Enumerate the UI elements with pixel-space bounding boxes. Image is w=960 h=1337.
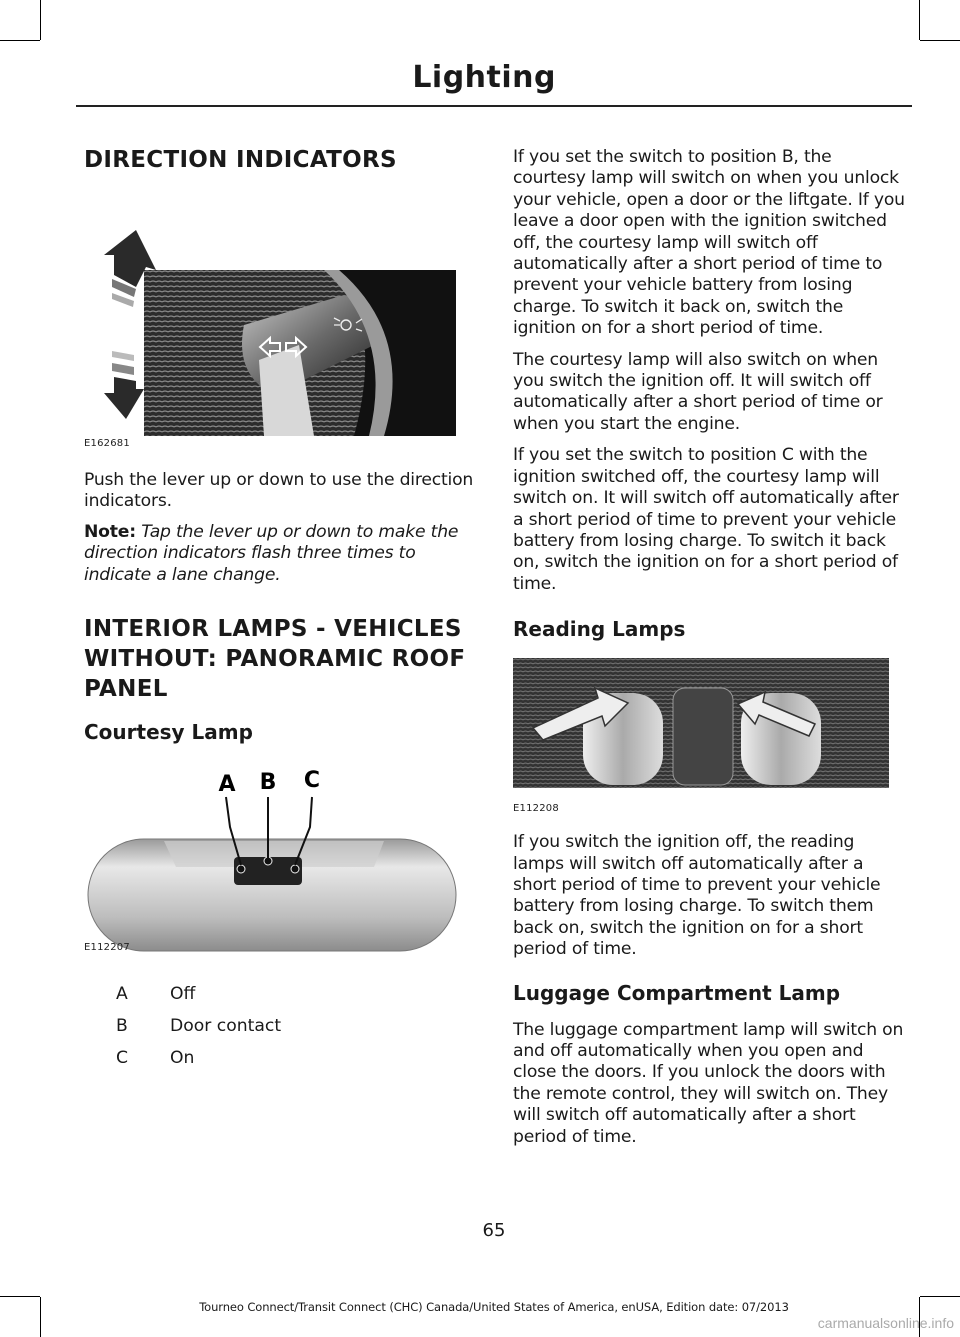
figure-id: E112208 xyxy=(513,803,559,815)
courtesy-lamp-heading: Courtesy Lamp xyxy=(84,720,253,745)
reading-lamps-paragraph: If you switch the ignition off, the reading lamps will switch off automatically after a short period of time to prevent your vehicle battery from losing charge. To switch them back on, switch the ignition on for a short period of time. xyxy=(513,832,881,960)
arrow-down-icon xyxy=(104,351,144,419)
heading-line: INTERIOR LAMPS - VEHICLES xyxy=(84,616,462,643)
turn-signal-lever-illustration xyxy=(84,175,474,461)
crop-mark xyxy=(0,40,40,41)
crop-mark xyxy=(0,1296,40,1297)
reading-lamps-illustration xyxy=(513,658,889,788)
callout-b: B xyxy=(259,770,277,796)
crop-mark xyxy=(920,40,960,41)
switch-position-dot xyxy=(291,865,299,873)
callout-a: A xyxy=(218,772,236,798)
courtesy-lamp-legend xyxy=(84,984,474,1080)
crop-mark xyxy=(919,0,920,40)
legend-row xyxy=(84,1016,474,1048)
legend-row xyxy=(84,1048,474,1080)
note-text: Tap the lever up or down to make the direction indicators flash three times to indicate a lane change. xyxy=(84,521,459,585)
interior-lamps-heading xyxy=(84,614,474,704)
courtesy-position-c-paragraph: If you set the switch to position C with the ignition switched off, the courtesy lamp will switch on. It will switch off automatically after a short period of time to prevent your vehicle battery from losing charge. To switch it back on, switch the ignition on for a short period of time. xyxy=(513,445,899,594)
callout-c: C xyxy=(303,768,321,794)
right-column xyxy=(513,147,908,1148)
header-rule xyxy=(76,105,912,107)
legend-value: On xyxy=(170,1048,195,1069)
legend-row xyxy=(84,984,474,1016)
direction-paragraph: Push the lever up or down to use the direction indicators. xyxy=(84,470,474,512)
legend-key: B xyxy=(116,1016,128,1037)
direction-indicator-figure xyxy=(84,175,474,461)
page-header-title: Lighting xyxy=(412,60,556,95)
reading-lamps-figure xyxy=(513,658,908,816)
left-column xyxy=(84,145,474,1080)
heading-line: PANEL xyxy=(84,676,168,703)
figure-id: E112207 xyxy=(84,942,130,954)
reading-lamps-heading: Reading Lamps xyxy=(513,617,686,642)
page-footer: Tourneo Connect/Transit Connect (CHC) Canada/United States of America, enUSA, Edition date: 07/2013 xyxy=(199,1300,789,1314)
courtesy-position-b-paragraph: If you set the switch to position B, the courtesy lamp will switch on when you unlock your vehicle, open a door or the liftgate. If you leave a door open with the ignition switched off, the courtesy lamp will switch off automatically after a short period of time to prevent your vehicle battery from losing charge. To switch it back on, switch the ignition on for a short period of time. xyxy=(513,147,905,339)
legend-value: Off xyxy=(170,984,196,1005)
watermark: carmanualsonline.info xyxy=(817,1315,954,1331)
courtesy-lamp-figure xyxy=(84,757,474,972)
heading-line: WITHOUT: PANORAMIC ROOF xyxy=(84,646,466,673)
direction-note xyxy=(84,522,474,586)
page-number: 65 xyxy=(482,1220,506,1241)
luggage-lamp-paragraph: The luggage compartment lamp will switch on and off automatically when you open and close the doors. If you unlock the doors with the remote control, they will switch on. They will switch off automatically after a short period of time. xyxy=(513,1019,904,1147)
figure-id: E162681 xyxy=(84,438,130,449)
note-label: Note: xyxy=(84,521,136,542)
switch-position-dot xyxy=(237,865,245,873)
legend-value: Door contact xyxy=(170,1016,282,1037)
direction-indicators-heading: DIRECTION INDICATORS xyxy=(84,147,397,173)
legend-key: C xyxy=(116,1048,129,1069)
luggage-lamp-heading: Luggage Compartment Lamp xyxy=(513,980,841,1005)
courtesy-lamp-illustration xyxy=(84,757,474,957)
crop-mark xyxy=(40,0,41,40)
legend-key: A xyxy=(116,984,128,1005)
crop-mark xyxy=(920,1296,960,1297)
courtesy-ignition-paragraph: The courtesy lamp will also switch on when you switch the ignition off. It will switch off automatically after a short period of time or when you start the engine. xyxy=(513,349,883,434)
